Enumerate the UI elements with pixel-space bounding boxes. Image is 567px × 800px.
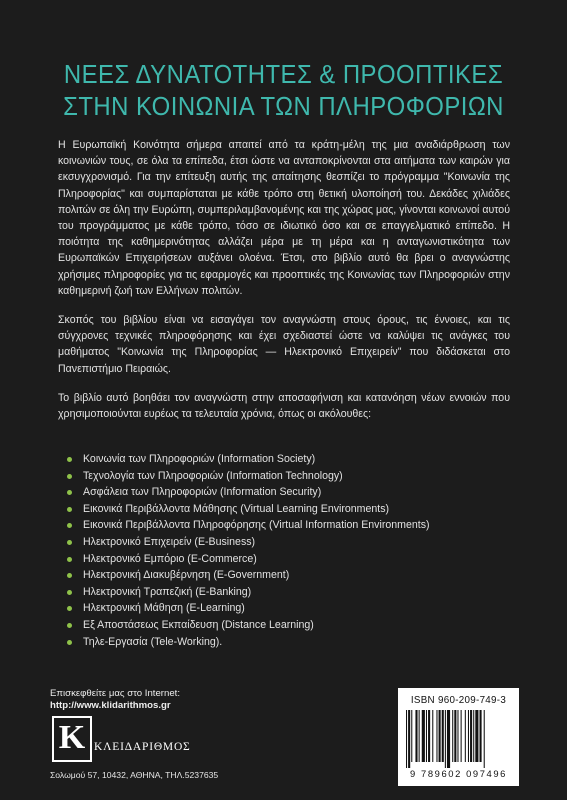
isbn-barcode-box bbox=[398, 688, 519, 786]
list-item-label: Κοινωνία των Πληροφοριών (Information Society) bbox=[83, 453, 316, 465]
title-line-1: ΝΕΕΣ ΔΥΝΑΤΟΤΗΤΕΣ & ΠΡΟΟΠΤΙΚΕΣ bbox=[63, 59, 504, 89]
bullet-icon bbox=[67, 573, 72, 578]
paragraph-topics-lead: Το βιβλίο αυτό βοηθάει τον αναγνώστη στην αποσαφήνιση και κατανόηση νέων εννοιών που χρησιμοποιούνται ευρέως τα τελευταία χρόνια, όπως οι ακόλουθες: bbox=[58, 391, 510, 421]
topics-list bbox=[67, 451, 430, 650]
bullet-icon bbox=[67, 490, 72, 495]
bullet-icon bbox=[67, 623, 72, 628]
list-item bbox=[67, 551, 430, 568]
cover-title bbox=[23, 58, 545, 122]
list-item bbox=[67, 634, 430, 651]
logo-letter: K bbox=[58, 719, 86, 756]
list-item bbox=[67, 501, 430, 518]
isbn-number: ISBN 960-209-749-3 bbox=[410, 695, 507, 706]
list-item-label: Τεχνολογία των Πληροφοριών (Information Technology) bbox=[83, 469, 343, 482]
publisher-name: ΚΛΕΙΔΑΡΙΘΜΟΣ bbox=[94, 741, 191, 753]
bullet-icon bbox=[67, 507, 72, 512]
publisher-address: Σολωμού 57, 10432, ΑΘΗΝΑ, ΤΗΛ.5237635 bbox=[50, 770, 219, 780]
website-link[interactable]: http://www.klidarithmos.gr bbox=[50, 700, 171, 711]
list-item bbox=[67, 517, 430, 534]
publisher-logo bbox=[52, 716, 232, 764]
bullet-icon bbox=[67, 640, 72, 645]
website-label: Επισκεφθείτε μας στο Internet: bbox=[50, 688, 180, 699]
list-item bbox=[67, 451, 430, 468]
list-item-label: Εικονικά Περιβάλλοντα Μάθησης (Virtual Learning Environments) bbox=[83, 502, 390, 515]
list-item bbox=[67, 468, 430, 485]
bullet-icon bbox=[67, 590, 72, 595]
list-item-label: Εξ Αποστάσεως Εκπαίδευση (Distance Learning) bbox=[83, 618, 314, 631]
list-item bbox=[67, 600, 430, 617]
list-item-label: Ηλεκτρονική Τραπεζική (E-Banking) bbox=[83, 585, 252, 598]
bullet-icon bbox=[67, 606, 72, 611]
list-item bbox=[67, 567, 430, 584]
list-item-label: Ηλεκτρονική Μάθηση (E-Learning) bbox=[83, 602, 245, 615]
paragraph-intro: Η Ευρωπαϊκή Κοινότητα σήμερα απαιτεί από τα κράτη-μέλη της μια αναδιάρθρωση των κοινωνιών τους, σε όλα τα επίπεδα, έτσι ώστε να ανταποκρίνονται στα αιτήματα των καιρών για εκσυγχρονισμό. Για την επίτευξη αυτής της απαίτησης θεσπίζει το πρόγραμμα "Κοινωνία της Πληροφορίας" και συμπαρίσταται με κάθε τρόπο στη θετική υλοποίησή του. Δεκάδες χιλιάδες πολιτών σε όλη την Ευρώπη, συμπεριλαμβανομένης και της χώρας μας, γίνονται κοινωνοί αυτού του προγράμματος με κάθε τρόπο, τόσο σε ιδιωτικό όσο και σε επαγγελματικό επίπεδο. Η ποιότητα της καθημερινότητας αλλάζει μέρα με τη μέρα και η ανταγωνιστικότητα των Ευρωπαϊκών Επιχειρήσεων αυξάνει ολοένα. Έτσι, στο βιβλίο αυτό θα βρει ο αναγνώστης χρήσιμες πληροφορίες για τις εφαρμογές και προοπτικές της Κοινωνίας των Πληροφοριών στην καθημερινή ζωή των Ελλήνων πολιτών. bbox=[58, 139, 510, 297]
list-item-label: Ηλεκτρονικό Επιχειρείν (E-Business) bbox=[83, 535, 256, 548]
title-line-2: ΣΤΗΝ ΚΟΙΝΩΝΙΑ ΤΩΝ ΠΛΗΡΟΦΟΡΙΩΝ bbox=[63, 91, 504, 121]
list-item-label: Ηλεκτρονική Διακυβέρνηση (E-Government) bbox=[83, 569, 290, 582]
key-logo-icon bbox=[52, 716, 92, 762]
paragraph-purpose: Σκοπός του βιβλίου είναι να εισαγάγει τον αναγνώστη στους όρους, τις έννοιες, και τις σύγχρονες τεχνικές πληροφόρησης και έχει σχεδιαστεί ώστε να καλύψει τις ανάγκες του μαθήματος "Κοινωνία της Πληροφορίας — Ηλεκτρονικό Επιχειρείν" που διδάσκεται στο Πανεπιστήμιο Πειραιώς. bbox=[58, 314, 510, 375]
list-item bbox=[67, 584, 430, 601]
bullet-icon bbox=[67, 540, 72, 545]
bullet-icon bbox=[67, 457, 72, 462]
bullet-icon bbox=[67, 474, 72, 479]
list-item-label: Τηλε-Εργασία (Tele-Working). bbox=[83, 635, 223, 648]
list-item-label: Ηλεκτρονικό Εμπόριο (E-Commerce) bbox=[83, 552, 257, 565]
barcode-icon bbox=[404, 710, 514, 768]
list-item bbox=[67, 617, 430, 634]
list-item-label: Ασφάλεια των Πληροφοριών (Information Security) bbox=[83, 486, 322, 499]
list-item bbox=[67, 484, 430, 501]
bullet-icon bbox=[67, 557, 72, 562]
bullet-icon bbox=[67, 523, 72, 528]
list-item-label: Εικονικά Περιβάλλοντα Πληροφόρησης (Virtual Information Environments) bbox=[83, 519, 430, 532]
list-item bbox=[67, 534, 430, 551]
blurb-text bbox=[58, 137, 510, 435]
ean-digits: 9 789602 097496 bbox=[410, 768, 507, 779]
website-notice bbox=[50, 688, 180, 712]
